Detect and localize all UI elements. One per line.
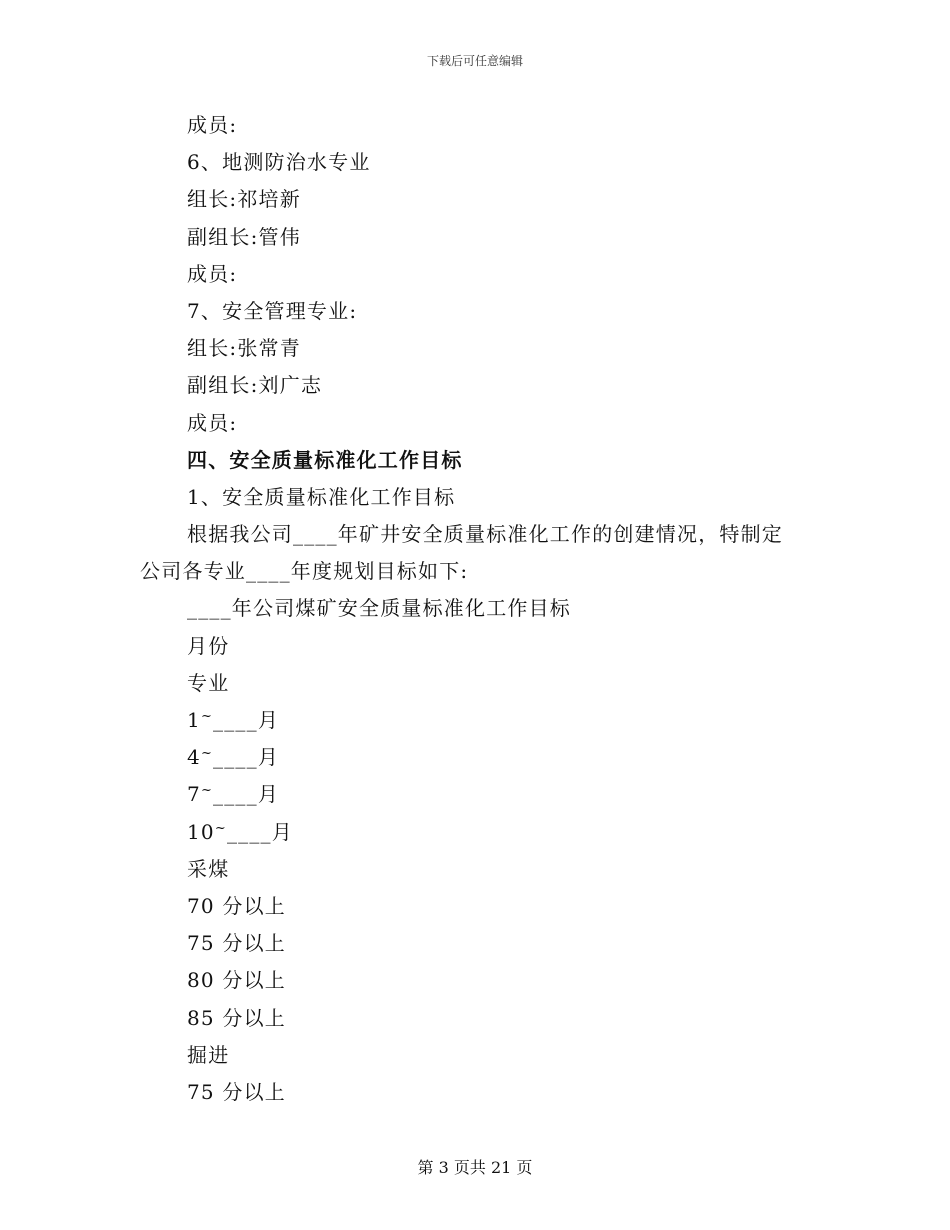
table-cell: 70 分以上 <box>187 893 287 918</box>
section-heading: 6、地测防治水专业 <box>187 150 371 175</box>
paragraph-line: 根据我公司____年矿井安全质量标准化工作的创建情况，特制定 <box>187 522 783 547</box>
table-title: ____年公司煤矿安全质量标准化工作目标 <box>187 596 571 621</box>
body-line: 组长:张常青 <box>187 336 301 361</box>
month-start: 7 <box>187 782 201 807</box>
month-start: 4 <box>187 745 201 770</box>
range-tilde: ~ <box>214 820 227 836</box>
month-end: ____月 <box>213 782 280 807</box>
body-line: 成员: <box>187 410 238 435</box>
month-start: 10 <box>187 819 215 844</box>
range-tilde: ~ <box>200 746 214 762</box>
paragraph-line: 公司各专业____年度规划目标如下: <box>140 559 469 584</box>
table-cell: 80 分以上 <box>187 968 287 993</box>
section-heading: 1、安全质量标准化工作目标 <box>187 484 456 509</box>
body-line: 成员: <box>187 261 238 286</box>
body-line: 成员: <box>187 113 238 137</box>
document-body <box>140 107 820 1111</box>
table-cell <box>140 739 820 776</box>
table-cell <box>140 776 820 813</box>
table-cell: 掘进 <box>187 1042 230 1067</box>
table-cell: 85 分以上 <box>187 1005 287 1030</box>
range-tilde: ~ <box>200 783 214 799</box>
table-cell: 75 分以上 <box>187 1079 287 1104</box>
section-heading: 7、安全管理专业: <box>187 298 358 323</box>
month-end: ____月 <box>213 708 280 732</box>
body-line: 组长:祁培新 <box>187 187 301 212</box>
table-cell <box>140 814 820 851</box>
table-cell: 75 分以上 <box>187 931 287 956</box>
page-footer: 第 3 页共 21 页 <box>417 1158 533 1177</box>
range-tilde: ~ <box>200 709 214 724</box>
month-start: 1 <box>187 708 201 732</box>
table-cell: 采煤 <box>187 856 230 881</box>
month-end: ____月 <box>226 819 293 844</box>
table-cell <box>140 702 820 739</box>
month-end: ____月 <box>213 745 280 770</box>
body-line: 副组长:管伟 <box>187 224 301 249</box>
body-line: 副组长:刘广志 <box>187 373 323 398</box>
page-header: 下载后可任意编辑 <box>426 54 523 68</box>
chapter-heading: 四、安全质量标准化工作目标 <box>187 447 463 472</box>
table-cell: 专业 <box>187 670 230 695</box>
table-cell: 月份 <box>187 633 230 658</box>
